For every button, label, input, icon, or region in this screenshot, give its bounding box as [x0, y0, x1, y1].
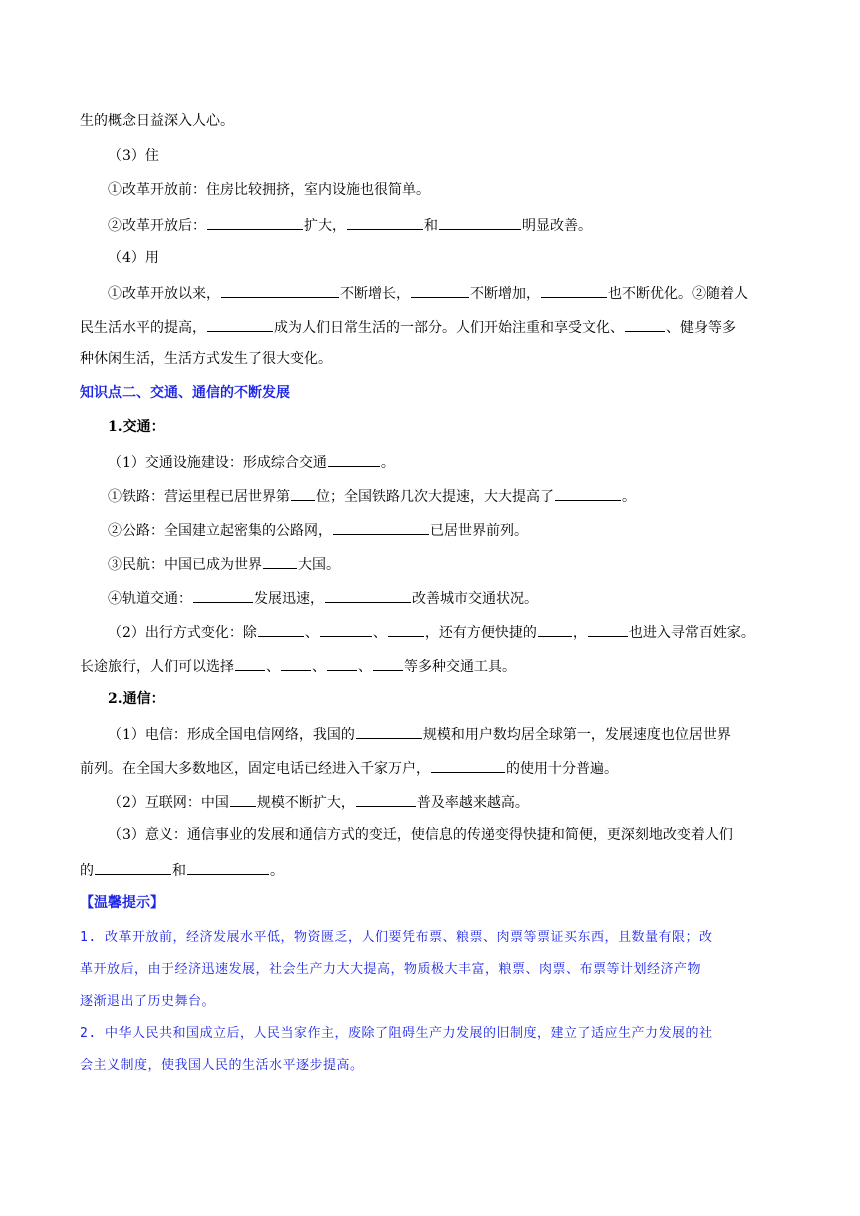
text: 不断增加， [470, 286, 540, 302]
fill-blank [439, 214, 521, 230]
fill-blank [230, 791, 256, 807]
text: 明显改善。 [522, 218, 592, 234]
text: 的使用十分普遍。 [506, 761, 618, 777]
text: （2）互联网：中国 [108, 795, 229, 811]
text: 已居世界前列。 [430, 523, 528, 539]
text: 扩大， [304, 218, 346, 234]
text: 长途旅行，人们可以选择 [80, 659, 234, 675]
aviation-line [108, 553, 780, 575]
tip1-line1: 1. 改革开放前，经济发展水平低，物资匮乏，人们要凭布票、粮票、肉票等票证买东西，且数量有限；改 [80, 930, 713, 945]
fill-blank [327, 655, 357, 671]
text: （2）出行方式变化：除 [108, 625, 257, 641]
text: 规模不断扩大， [256, 795, 355, 811]
text: ③民航：中国已成为世界 [108, 557, 262, 573]
fill-blank [291, 485, 315, 501]
text: 大国。 [298, 557, 340, 573]
travel-line [108, 621, 780, 643]
text: ②公路：全国建立起密集的公路网， [108, 523, 332, 539]
traffic-title: 1.交通： [108, 419, 165, 435]
text: 也不断优化。②随着人 [608, 286, 748, 302]
comm-title: 2.通信： [108, 691, 165, 707]
fill-blank [328, 451, 380, 467]
text: 的 [80, 863, 94, 879]
fill-blank [625, 316, 665, 332]
text: 民生活水平的提高， [80, 320, 206, 336]
fill-blank [538, 621, 572, 637]
text: 和 [424, 218, 438, 234]
meaning-line1: （3）意义：通信事业的发展和通信方式的变迁，使信息的传递变得快捷和简便，更深刻地改变着人们 [108, 827, 733, 843]
text: 、 [312, 659, 326, 675]
railway-line [108, 485, 780, 507]
fill-blank [388, 621, 424, 637]
fill-blank [207, 316, 273, 332]
fill-blank [193, 587, 253, 603]
text: 普及率越来越高。 [416, 795, 529, 811]
fill-blank [325, 587, 411, 603]
text: 。 [622, 489, 636, 505]
fill-blank [258, 621, 304, 637]
fill-blank [235, 655, 265, 671]
meaning-line2 [80, 859, 780, 881]
text: ，还有方便快捷的 [424, 625, 537, 641]
text: ④轨道交通： [108, 591, 192, 607]
text: 、健身等多 [666, 320, 736, 336]
text: （1）电信：形成全国电信网络，我国的 [108, 727, 355, 743]
yong-title: （4）用 [108, 250, 159, 266]
text: 不断增长， [340, 286, 410, 302]
text: 、 [372, 625, 387, 641]
text: ①改革开放以来， [108, 286, 220, 302]
tip1-line2: 革开放后，由于经济迅速发展，社会生产力大大提高，物质极大丰富，粮票、肉票、布票等计划经济产物 [80, 962, 702, 977]
fill-blank [555, 485, 621, 501]
text: 改善城市交通状况。 [412, 591, 538, 607]
fill-blank [373, 655, 403, 671]
text: ①铁路：营运里程已居世界第 [108, 489, 290, 505]
text: 前列。在全国大多数地区，固定电话已经进入千家万户， [80, 761, 430, 777]
yong-line2 [80, 316, 780, 338]
zhu-before: ①改革开放前：住房比较拥挤，室内设施也很简单。 [108, 182, 430, 198]
internet-line [108, 791, 780, 813]
fill-blank [356, 791, 416, 807]
knowledge-heading: 知识点二、交通、通信的不断发展 [80, 385, 290, 401]
fill-blank [281, 655, 311, 671]
traffic-infra [108, 451, 780, 473]
tips-title: 【温馨提示】 [80, 895, 164, 911]
metro-line [108, 587, 780, 609]
tip2-line2: 会主义制度，使我国人民的生活水平逐步提高。 [80, 1058, 364, 1073]
text: 、 [266, 659, 280, 675]
text: 。 [270, 863, 284, 879]
telecom-line1 [108, 723, 780, 745]
fill-blank [347, 214, 423, 230]
text: 发展迅速， [254, 591, 324, 607]
telecom-line2 [80, 757, 780, 779]
fill-blank [207, 214, 303, 230]
text: 。 [380, 455, 395, 471]
text: ②改革开放后： [108, 218, 206, 234]
text: （1）交通设施建设：形成综合交通 [108, 455, 327, 471]
fill-blank [431, 757, 505, 773]
zhu-title: （3）住 [108, 148, 159, 164]
fill-blank [541, 282, 607, 298]
road-line [108, 519, 780, 541]
text: 规模和用户数均居全球第一，发展速度也位居世界 [422, 727, 731, 743]
text: 、 [304, 625, 319, 641]
fill-blank [95, 859, 171, 875]
yong-line1 [108, 282, 780, 304]
fill-blank [588, 621, 628, 637]
text: 位；全国铁路几次大提速，大大提高了 [316, 489, 554, 505]
fill-blank [356, 723, 422, 739]
text: 和 [172, 863, 186, 879]
text: 、 [358, 659, 372, 675]
text: 等多种交通工具。 [404, 659, 516, 675]
tip1-line3: 逐渐退出了历史舞台。 [80, 994, 216, 1009]
fill-blank [411, 282, 469, 298]
text: 成为人们日常生活的一部分。人们开始注重和享受文化、 [274, 320, 624, 336]
fill-blank [187, 859, 269, 875]
fill-blank [263, 553, 297, 569]
zhu-after [108, 214, 780, 236]
section1-tail: 生的概念日益深入人心。 [80, 113, 234, 129]
text: ， [572, 625, 587, 641]
tip2-line1: 2. 中华人民共和国成立后，人民当家作主，废除了阻碍生产力发展的旧制度，建立了适应生产力发展的社 [80, 1026, 713, 1041]
yong-line3: 种休闲生活，生活方式发生了很大变化。 [80, 351, 332, 367]
long-travel-line [80, 655, 780, 677]
fill-blank [320, 621, 372, 637]
fill-blank [221, 282, 339, 298]
text: 也进入寻常百姓家。 [628, 625, 755, 641]
fill-blank [333, 519, 429, 535]
